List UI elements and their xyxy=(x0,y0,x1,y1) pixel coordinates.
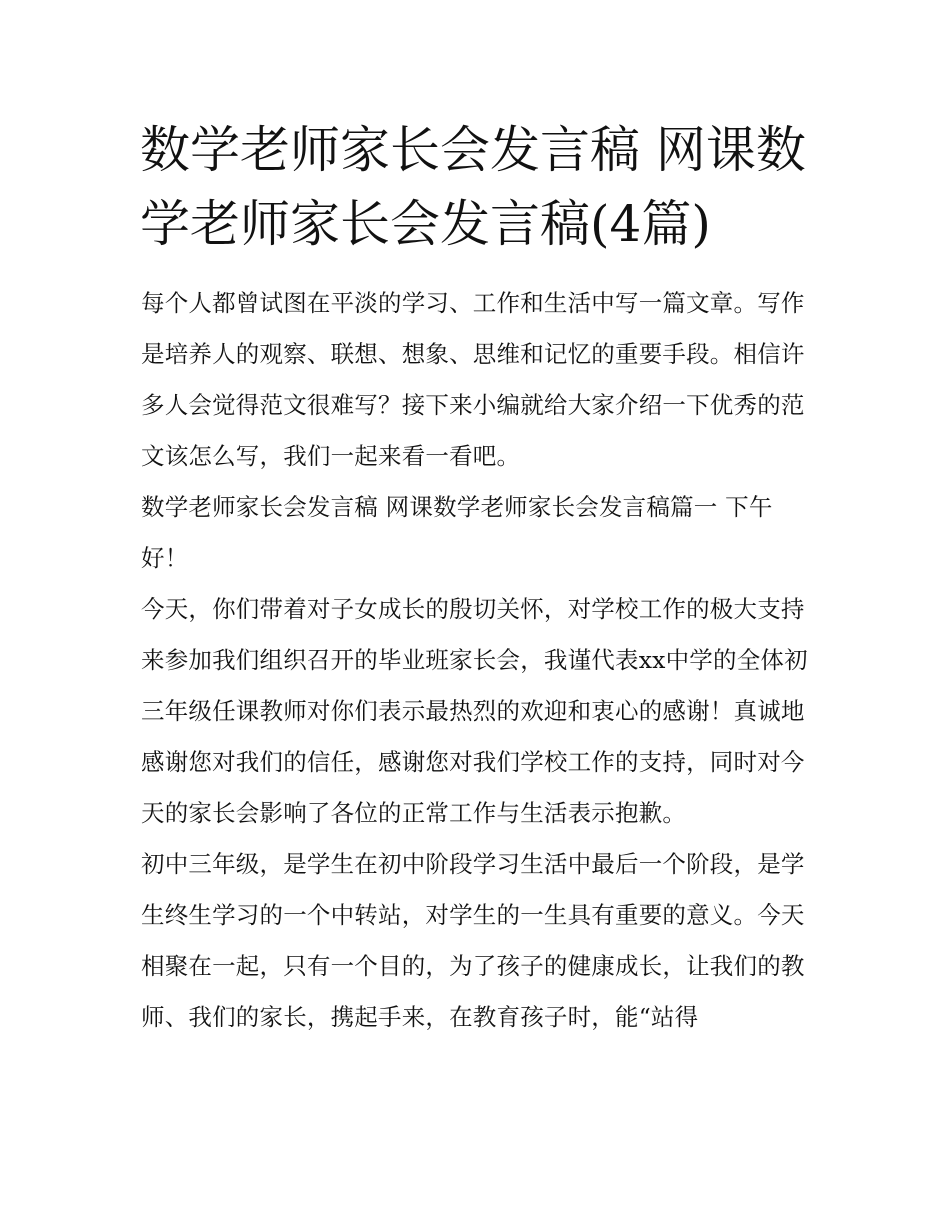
paragraph-grade-three: 初中三年级，是学生在初中阶段学习生活中最后一个阶段，是学生终生学习的一个中转站，对学生的一生具有重要的意义。今天相聚在一起，只有一个目的，为了孩子的健康成长，让我们的教师、我们的家长，携起手来，在教育孩子时，能“站得 xyxy=(141,850,805,1031)
document-title: 数学老师家长会发言稿 网课数学老师家长会发言稿(4篇) xyxy=(140,121,806,253)
paragraph-intro: 每个人都曾试图在平淡的学习、工作和生活中写一篇文章。写作是培养人的观察、联想、想象、思维和记忆的重要手段。相信许多人会觉得范文很难写？接下来小编就给大家介绍一下优秀的范文该怎么写，我们一起来看一看吧。 xyxy=(141,289,805,470)
paragraph-heading-part-one: 数学老师家长会发言稿 网课数学老师家长会发言稿篇一 下午好！ xyxy=(141,493,773,572)
document-body xyxy=(141,278,817,1043)
paragraph-welcome: 今天，你们带着对子女成长的殷切关怀，对学校工作的极大支持来参加我们组织召开的毕业班家长会，我谨代表xx中学的全体初三年级任课教师对你们表示最热烈的欢迎和衷心的感谢！真诚地感谢您对我们的信任，感谢您对我们学校工作的支持，同时对今天的家长会影响了各位的正常工作与生活表示抱歉。 xyxy=(141,595,808,827)
